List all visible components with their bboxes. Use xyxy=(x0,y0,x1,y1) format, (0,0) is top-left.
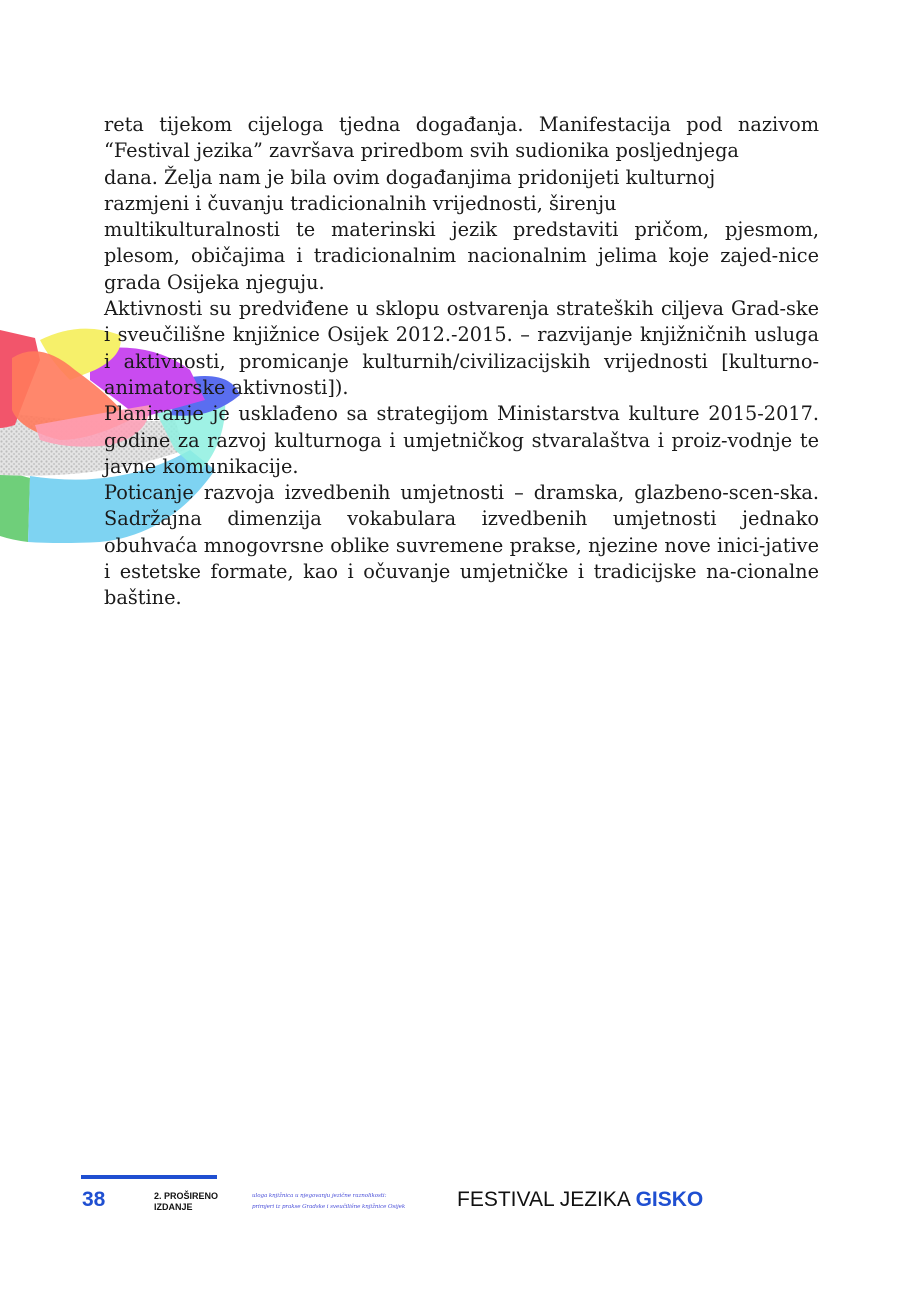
tagline-line-1: uloga knjižnica u njegovanju jezične raznolikosti: xyxy=(252,1193,387,1199)
brand-accent: GISKO xyxy=(635,1188,704,1211)
body-text xyxy=(104,112,819,612)
text-line: ska. Sadržajna dimenzija vokabulara izvedbenih umjetnosti jednako xyxy=(104,481,819,531)
text-line: jative i estetske formate, kao i očuvanje umjetničke i tradicijske na- xyxy=(104,533,819,584)
text-line: razmjeni i čuvanju tradicionalnih vrijednosti, širenju xyxy=(104,191,617,215)
edition-label xyxy=(154,1191,234,1213)
paragraph-performing-arts xyxy=(104,480,819,611)
brand-prefix: FESTIVAL JEZIKA xyxy=(457,1188,630,1211)
publication-tagline xyxy=(252,1191,452,1213)
text-line: multikulturalnosti te materinski jezik predstaviti pričom, pjesmom, xyxy=(104,218,819,242)
text-line: plesom, običajima i tradicionalnim nacionalnim jelima koje zajed- xyxy=(104,244,779,268)
text-line: ske i sveučilišne knjižnice Osijek 2012.-2015. – razvijanje knjižničnih xyxy=(104,297,819,347)
tagline-line-2: primjeri iz prakse Gradske i sveučilišne knjižnice Osijek xyxy=(252,1204,406,1210)
paragraph-festival xyxy=(104,112,819,165)
wheel-segment-green xyxy=(0,470,30,542)
text-line: “Festival jezika” završava priredbom svih sudionika posljednjega xyxy=(104,139,739,163)
text-line: Planiranje je usklađeno sa strategijom Ministarstva kulture 2015- xyxy=(104,402,764,426)
publication-brand xyxy=(457,1188,703,1212)
paragraph-festival-cont xyxy=(104,217,819,296)
paragraph-activities xyxy=(104,296,819,401)
text-line: cionalne baštine. xyxy=(104,560,819,610)
text-line: nice grada Osijeka njeguju. xyxy=(104,244,819,294)
edition-line-2: IZDANJE xyxy=(154,1202,193,1212)
edition-line-1: 2. PROŠIRENO xyxy=(154,1191,219,1201)
text-line: vodnje te javne komunikacije. xyxy=(104,428,819,478)
text-line: [kulturno-animatorske aktivnosti]). xyxy=(104,349,819,399)
text-line: usluga i aktivnosti, promicanje kulturnih/civilizacijskih vrijednosti xyxy=(104,323,819,373)
footer-rule xyxy=(81,1175,217,1179)
text-line: reta tijekom cijeloga tjedna događanja. Manifestacija pod nazivom xyxy=(104,113,819,136)
paragraph-festival-ragged xyxy=(104,165,819,218)
text-line: dana. Želja nam je bila ovim događanjima pridonijeti kulturnoj xyxy=(104,165,716,189)
text-line: Poticanje razvoja izvedbenih umjetnosti – dramska, glazbeno-scen- xyxy=(104,481,780,505)
page-number: 38 xyxy=(82,1188,106,1211)
text-line: obuhvaća mnogovrsne oblike suvremene prakse, njezine nove inici- xyxy=(104,533,766,557)
paragraph-planning xyxy=(104,401,819,480)
text-line: Aktivnosti su predviđene u sklopu ostvarenja strateških ciljeva Grad- xyxy=(104,297,786,321)
text-line: 2017. godine za razvoj kulturnoga i umjetničkog stvaralaštva i proiz- xyxy=(104,402,819,452)
